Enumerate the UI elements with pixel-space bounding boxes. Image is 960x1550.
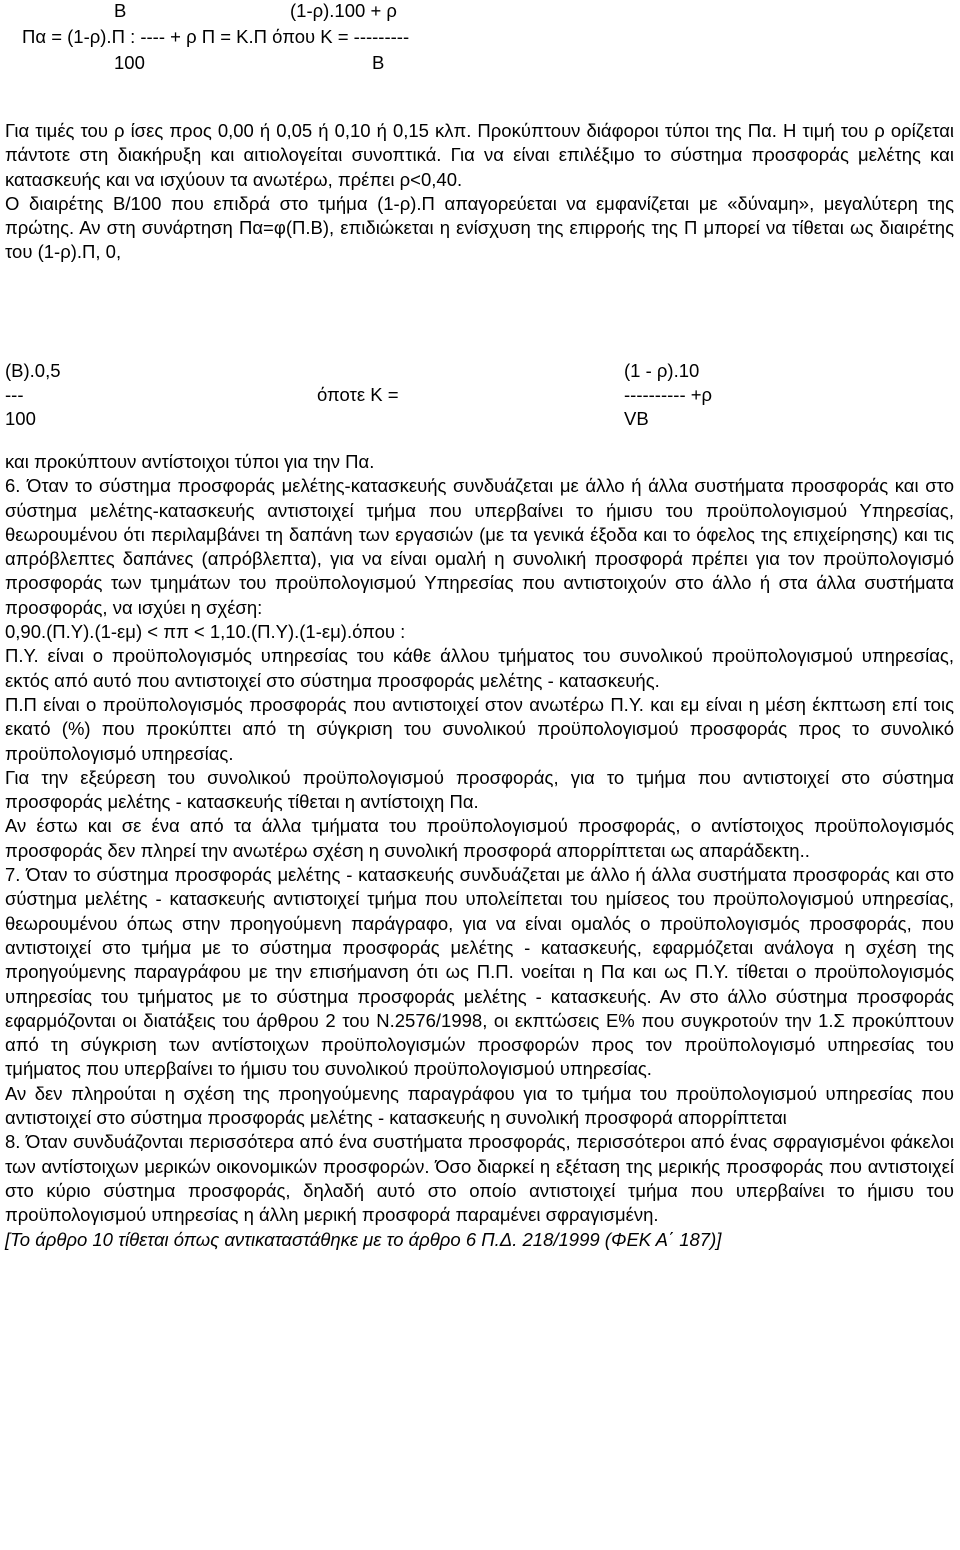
relation-line: 0,90.(Π.Υ).(1-εμ) < ππ < 1,10.(Π.Υ).(1-εμ).όπου : bbox=[5, 621, 406, 643]
reject-paragraph: Αν έστω και σε ένα από τα άλλα τμήματα του προϋπολογισμού προσφοράς, ο αντίστοιχος προϋπολογισμός προσφοράς δεν πληρεί την ανωτέρω σχέση η συνολική προσφορά απορρίπτεται ως απαράδεκτη.. bbox=[5, 815, 954, 861]
intro-text-block bbox=[5, 119, 954, 265]
formula1-denominator-left: 100 bbox=[114, 52, 145, 73]
formula1-denominator-right: Β bbox=[372, 52, 385, 73]
definition-py: Π.Υ. είναι ο προϋπολογισμός υπηρεσίας του κάθε άλλου τμήματος του συνολικού προϋπολογισμού υπηρεσίας, εκτός από αυτό που αντιστοιχεί στο σύστημα προσφοράς μελέτης - κατασκευής. bbox=[5, 645, 954, 691]
paragraph-rho-values: Για τιμές του ρ ίσες προς 0,00 ή 0,05 ή 0,10 ή 0,15 κλπ. Προκύπτουν διάφοροι τύποι της Πα. Η τιμή του ρ ορίζεται πάντοτε στη διακήρυξη και αιτιολογείται συνοπτικά. Για να είναι επιλέξιμο το σύστημα προσφοράς μελέτης και κατασκευής και να ισχύουν τα ανωτέρω, πρέπει ρ<0,40. bbox=[5, 120, 954, 190]
definition-pp: Π.Π είναι ο προϋπολογισμός προσφοράς που αντιστοιχεί στον ανωτέρω Π.Υ. και εμ είναι η μέση έκπτωση επί τοις εκατό (%) που προκύπτει από τη σύγκριση του συνολικού προϋπολογισμού προσφοράς προς το συνολικό προϋπολογισμό υπηρεσίας. bbox=[5, 693, 954, 764]
main-text-block bbox=[5, 450, 954, 1252]
paragraph-divisor: Ο διαιρέτης Β/100 που επιδρά στο τμήμα (1-ρ).Π απαγορεύεται να εμφανίζεται με «δύναμη», μεγαλύτερη της πρώτης. Αν στη συνάρτηση Πα=φ(Π.Β), επιδιώκεται η ενίσχυση της επιρροής της Π μπορεί να τίθεται ως διαιρέτης του (1-ρ).Π, 0, bbox=[5, 192, 954, 263]
item-7-continuation: Αν δεν πληρούται η σχέση της προηγούμενης παραγράφου για το τμήμα του προϋπολογισμού υπηρεσίας που αντιστοιχεί στο σύστημα προσφοράς μελέτης - κατασκευής η συνολική προσφορά απορρίπτεται bbox=[5, 1082, 954, 1129]
formula1-numerator-left: Β bbox=[114, 0, 127, 21]
formula2-row1-left: (Β).0,5 bbox=[5, 360, 61, 381]
formula2-row1-right: (1 - ρ).10 bbox=[624, 360, 700, 381]
formula2-row3-right: VΒ bbox=[624, 408, 649, 429]
result-line: και προκύπτουν αντίστοιχοι τύποι για την Πα. bbox=[5, 451, 375, 472]
item-6: 6. Όταν το σύστημα προσφοράς μελέτης-κατασκευής συνδυάζεται με άλλο ή άλλα συστήματα προσφοράς και στο σύστημα μελέτης-κατασκευής αντιστοιχεί τμήμα που υπερβαίνει το ήμισυ του προϋπολογισμού Υπηρεσίας, θεωρουμένου ότι περιλαμβάνει τη δαπάνη των εργασιών (με τα γενικά έξοδα και το όφελος της επιχείρησης) και τις απρόβλεπτες δαπάνες (απρόβλεπτα), για να είναι ομαλή η συνολική προσφορά πρέπει για τον προϋπολογισμό προσφοράς των τμημάτων του προϋπολογισμού Υπηρεσίας που αντιστοιχούν στο άλλο ή στα άλλα συστήματα προσφοράς, να ισχύει η σχέση: bbox=[5, 475, 954, 618]
footnote: [Το άρθρο 10 τίθεται όπως αντικαταστάθηκε με το άρθρο 6 Π.Δ. 218/1999 (ΦΕΚ Α΄ 187)] bbox=[5, 1228, 722, 1250]
formula2-row3-left: 100 bbox=[5, 408, 36, 429]
formula2-row2-right: ---------- +ρ bbox=[624, 384, 713, 405]
formula2 bbox=[5, 360, 954, 450]
formula2-row2-middle: όποτε Κ = bbox=[317, 384, 399, 405]
find-total-paragraph: Για την εξεύρεση του συνολικού προϋπολογισμού προσφοράς, για το τμήμα που αντιστοιχεί στο σύστημα προσφοράς μελέτης - κατασκευής τίθεται η αντίστοιχη Πα. bbox=[5, 766, 954, 813]
item-7: 7. Όταν το σύστημα προσφοράς μελέτης - κατασκευής συνδυάζεται με άλλο ή άλλα συστήματα προσφοράς και στο σύστημα μελέτης - κατασκευής αντιστοιχεί τμήμα που υπολείπεται του ημίσεος του προϋπολογισμού υπηρεσίας, θεωρουμένου όπως στην προηγούμενη παράγραφο, για να είναι ομαλός ο προϋπολογισμός προσφοράς, που αντιστοιχεί στο τμήμα με το σύστημα προσφοράς μελέτης - κατασκευής, εφαρμόζεται ανάλογα η σχέση της προηγούμενης παραγράφου με την επισήμανση ότι ως Π.Π. νοείται η Πα και ως Π.Υ. τίθεται ο προϋπολογισμός υπηρεσίας του τμήματος με το σύστημα προσφοράς μελέτης - κατασκευής. Αν στο άλλο σύστημα προσφοράς εφαρμόζονται οι διατάξεις του άρθρου 2 του Ν.2576/1998, οι εκπτώσεις Ε% που συγκροτούν την 1.Σ προκύπτουν από τη σύγκριση των αντίστοιχων προϋπολογισμών προσφορών προς τον προϋπολογισμό υπηρεσίας του τμήματος που υπερβαίνει το ήμισυ του συνολικού προϋπολογισμού υπηρεσίας. bbox=[5, 864, 954, 1080]
item-8: 8. Όταν συνδυάζονται περισσότερα από ένα συστήματα προσφοράς, περισσότεροι από ένας σφραγισμένοι φάκελοι των αντίστοιχων μερικών οικονομικών προσφορών. Όσο διαρκεί η εξέταση της μερικής προσφοράς που αντιστοιχεί στο κύριο σύστημα προσφοράς, δηλαδή αυτό στο οποίο αντιστοιχεί τμήμα που υπερβαίνει το ήμισυ του προϋπολογισμού υπηρεσίας η άλλη μερική προσφορά παραμένει σφραγισμένη. bbox=[5, 1131, 954, 1226]
formula1-numerator-right: (1-ρ).100 + ρ bbox=[290, 0, 397, 21]
formula2-row2-left: --- bbox=[5, 384, 24, 405]
formula1-main-line: Πα = (1-ρ).Π : ---- + ρ Π = Κ.Π όπου Κ = --------- bbox=[22, 26, 410, 47]
